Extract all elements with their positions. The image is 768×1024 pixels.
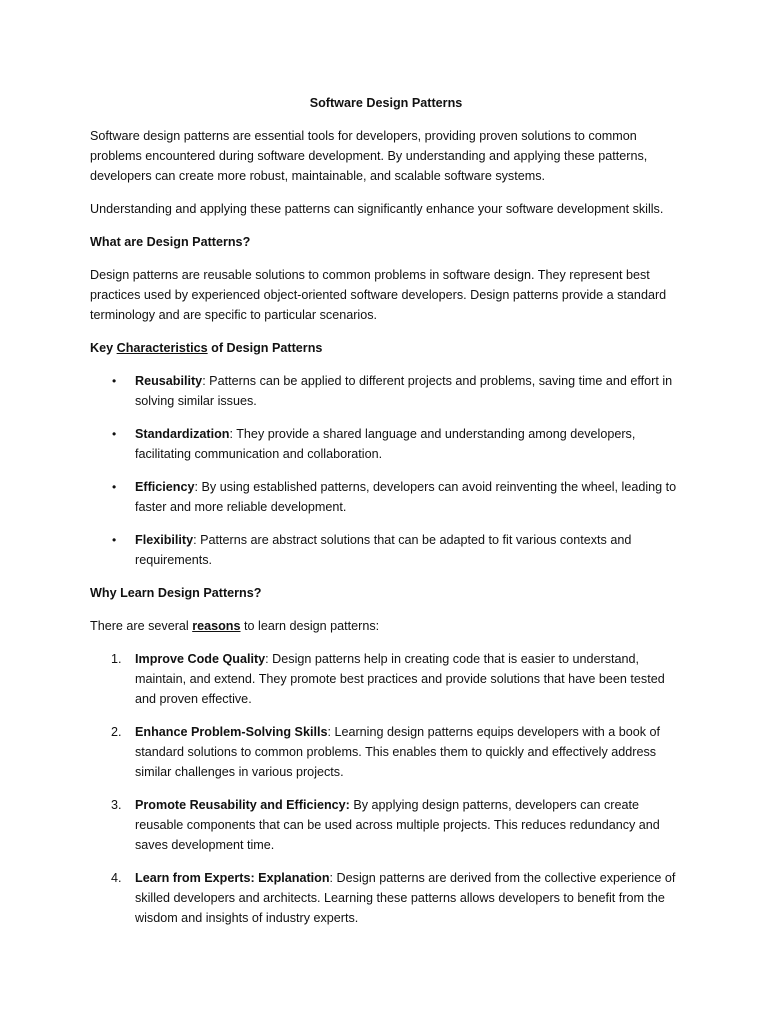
list-item-term: Flexibility <box>135 533 194 547</box>
list-item-text: : Design patterns are derived from the collective experience of skilled developers and architects. Learning these patterns allows developers to benefit from the wisdom and insights of industry experts. <box>135 871 676 925</box>
characteristics-list <box>90 371 682 570</box>
intro-paragraph: Understanding and applying these patterns can significantly enhance your software development skills. <box>90 202 664 216</box>
list-item-text: : Patterns can be applied to different projects and problems, saving time and effort in solving similar issues. <box>135 374 673 408</box>
list-item <box>90 424 682 464</box>
list-item-number: 1. <box>111 652 122 666</box>
section-heading: Why Learn Design Patterns? <box>90 586 262 600</box>
paragraph-text: There are several <box>90 619 193 633</box>
section-paragraph <box>90 616 682 636</box>
list-item-number: 3. <box>111 798 122 812</box>
list-item <box>90 795 682 855</box>
list-item-term: Enhance Problem-Solving Skills <box>135 725 328 739</box>
list-item <box>90 649 682 709</box>
section-paragraph: Design patterns are reusable solutions to common problems in software design. They represent best practices used by experienced object-oriented software developers. Design patterns provide a standard terminology and are specific to particular scenarios. <box>90 268 667 322</box>
list-item <box>90 722 682 782</box>
bullet-icon: • <box>112 480 117 494</box>
list-item-text: : Learning design patterns equips developers with a book of standard solutions to common problems. This enables them to quickly and effectively address similar challenges in various projects. <box>135 725 661 779</box>
heading-underlined-text: Characteristics <box>116 341 208 355</box>
list-item-term: Standardization <box>135 427 230 441</box>
document-title: Software Design Patterns <box>309 96 463 110</box>
list-item-term: Reusability <box>135 374 203 388</box>
paragraph-text: to learn design patterns: <box>240 619 380 633</box>
list-item-number: 2. <box>111 725 122 739</box>
heading-text: Key <box>90 341 117 355</box>
list-item-number: 4. <box>111 871 122 885</box>
list-item-term: Promote Reusability and Efficiency: <box>135 798 350 812</box>
list-item-term: Efficiency <box>135 480 195 494</box>
list-item <box>90 477 682 517</box>
document-page <box>90 93 682 941</box>
bullet-icon: • <box>112 374 117 388</box>
list-item-text: By applying design patterns, developers can create reusable components that can be used across multiple projects. This reduces redundancy and saves development time. <box>135 798 660 852</box>
section-heading: What are Design Patterns? <box>90 235 251 249</box>
list-item-term: Learn from Experts: Explanation <box>135 871 330 885</box>
list-item <box>90 868 682 928</box>
list-item <box>90 371 682 411</box>
emphasized-text: reasons <box>192 619 241 633</box>
list-item-text: : Design patterns help in creating code that is easier to understand, maintain, and extend. They promote best practices and provide solutions that have been tested and proven effective. <box>135 652 665 706</box>
bullet-icon: • <box>112 533 117 547</box>
heading-text: of Design Patterns <box>207 341 323 355</box>
bullet-icon: • <box>112 427 117 441</box>
list-item-text: : Patterns are abstract solutions that can be adapted to fit various contexts and requirements. <box>135 533 632 567</box>
intro-paragraph: Software design patterns are essential tools for developers, providing proven solutions to common problems encountered during software development. By understanding and applying these patterns, developers can create more robust, maintainable, and scalable software systems. <box>90 129 648 183</box>
reasons-list <box>90 649 682 928</box>
list-item <box>90 530 682 570</box>
section-heading <box>90 338 682 358</box>
list-item-text: : They provide a shared language and understanding among developers, facilitating communication and collaboration. <box>135 427 636 461</box>
list-item-term: Improve Code Quality <box>135 652 266 666</box>
list-item-text: : By using established patterns, developers can avoid reinventing the wheel, leading to faster and more reliable development. <box>135 480 677 514</box>
